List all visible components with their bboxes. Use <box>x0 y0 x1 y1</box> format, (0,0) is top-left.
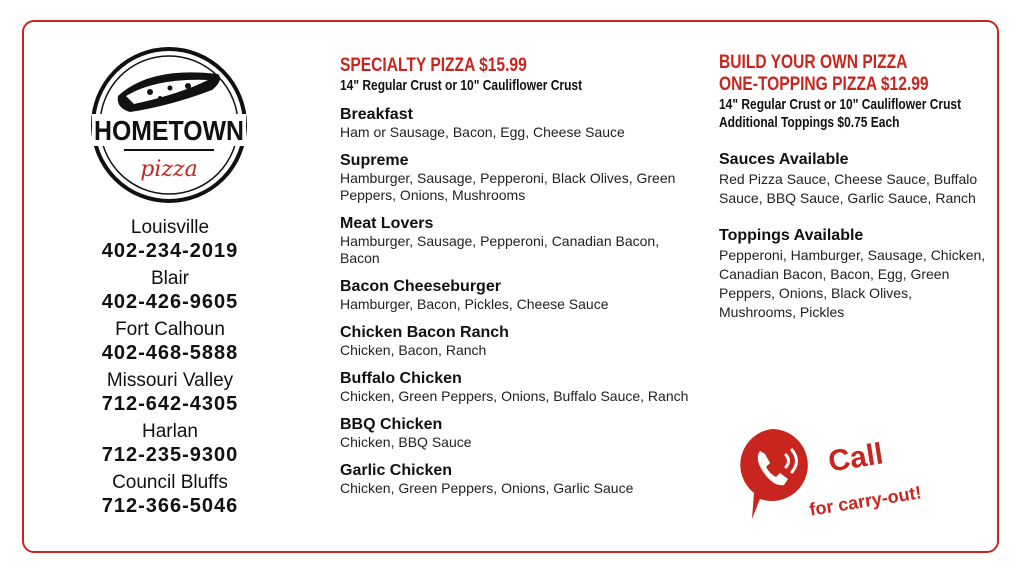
menu-item-desc: Hamburger, Bacon, Pickles, Cheese Sauce <box>340 296 609 312</box>
menu-item <box>340 369 690 405</box>
menu-item-desc: Ham or Sausage, Bacon, Egg, Cheese Sauce <box>340 124 625 140</box>
toppings-list: Pepperoni, Hamburger, Sausage, Chicken, Canadian Bacon, Bacon, Egg, Green Peppers, Onions, Black Olives, Mushrooms, Pickles <box>719 247 986 320</box>
sauces-list: Red Pizza Sauce, Cheese Sauce, Buffalo Sauce, BBQ Sauce, Garlic Sauce, Ranch <box>719 171 978 206</box>
location-city: Missouri Valley <box>106 370 234 391</box>
menu-item <box>340 461 690 497</box>
build-crust: 14" Regular Crust or 10" Cauliflower Crust <box>719 96 962 113</box>
location-phone[interactable]: 402-426-9605 <box>101 291 239 313</box>
specialty-title: SPECIALTY PIZZA $15.99 <box>340 55 527 76</box>
build-title: BUILD YOUR OWN PIZZA <box>719 52 908 73</box>
menu-item <box>340 323 690 359</box>
menu-item <box>340 151 690 204</box>
location-city: Council Bluffs <box>112 472 228 493</box>
location-phone[interactable]: 402-234-2019 <box>101 240 239 262</box>
logo-wordmark: HOMETOWN <box>94 115 244 146</box>
location-city: Harlan <box>142 421 198 442</box>
menu-item-name: Chicken Bacon Ranch <box>340 324 509 341</box>
specialty-crust: 14" Regular Crust or 10" Cauliflower Crust <box>340 77 583 94</box>
location-blair <box>70 267 270 314</box>
location-city: Louisville <box>130 217 210 238</box>
menu-item <box>340 277 690 313</box>
menu-item-name: Garlic Chicken <box>340 462 453 479</box>
location-harlan <box>70 420 270 467</box>
call-subtitle: for carry-out! <box>808 482 923 520</box>
menu-item-desc: Chicken, Green Peppers, Onions, Buffalo Sauce, Ranch <box>340 388 689 404</box>
location-fort-calhoun <box>70 318 270 365</box>
location-council-bluffs <box>70 471 270 518</box>
location-phone[interactable]: 712-235-9300 <box>101 444 239 466</box>
build-price-title: ONE-TOPPING PIZZA $12.99 <box>719 74 929 95</box>
toppings-section <box>719 226 989 322</box>
location-list <box>70 216 270 522</box>
location-louisville <box>70 216 270 263</box>
call-title: Call <box>826 437 886 479</box>
location-phone[interactable]: 712-366-5046 <box>101 495 239 517</box>
build-additional: Additional Toppings $0.75 Each <box>719 114 900 131</box>
menu-item <box>340 415 690 451</box>
location-city: Blair <box>150 268 189 289</box>
logo-script: pizza <box>140 157 198 182</box>
specialty-menu <box>340 55 690 497</box>
menu-item-name: BBQ Chicken <box>340 416 443 433</box>
menu-item-desc: Hamburger, Sausage, Pepperoni, Black Olives, Green Peppers, Onions, Mushrooms <box>340 170 676 203</box>
location-phone[interactable]: 712-642-4305 <box>101 393 239 415</box>
menu-item-name: Breakfast <box>340 106 413 123</box>
menu-item <box>340 214 690 267</box>
menu-item-desc: Chicken, Bacon, Ranch <box>340 342 487 358</box>
hometown-pizza-logo <box>90 46 248 204</box>
call-bubble <box>732 423 962 533</box>
logo-badge-icon <box>90 46 248 204</box>
location-phone[interactable]: 402-468-5888 <box>101 342 239 364</box>
menu-item-desc: Chicken, Green Peppers, Onions, Garlic Sauce <box>340 480 634 496</box>
menu-item-name: Buffalo Chicken <box>340 370 462 387</box>
menu-item <box>340 105 690 141</box>
location-city: Fort Calhoun <box>115 319 225 340</box>
location-missouri-valley <box>70 369 270 416</box>
toppings-title: Toppings Available <box>719 227 864 244</box>
menu-item-name: Supreme <box>340 152 409 169</box>
build-your-own-menu <box>719 52 989 322</box>
sauces-section <box>719 150 989 208</box>
sauces-title: Sauces Available <box>719 151 849 168</box>
menu-item-name: Meat Lovers <box>340 215 434 232</box>
menu-item-name: Bacon Cheeseburger <box>340 278 501 295</box>
menu-item-desc: Hamburger, Sausage, Pepperoni, Canadian Bacon, Bacon <box>340 233 660 266</box>
menu-item-desc: Chicken, BBQ Sauce <box>340 434 472 450</box>
